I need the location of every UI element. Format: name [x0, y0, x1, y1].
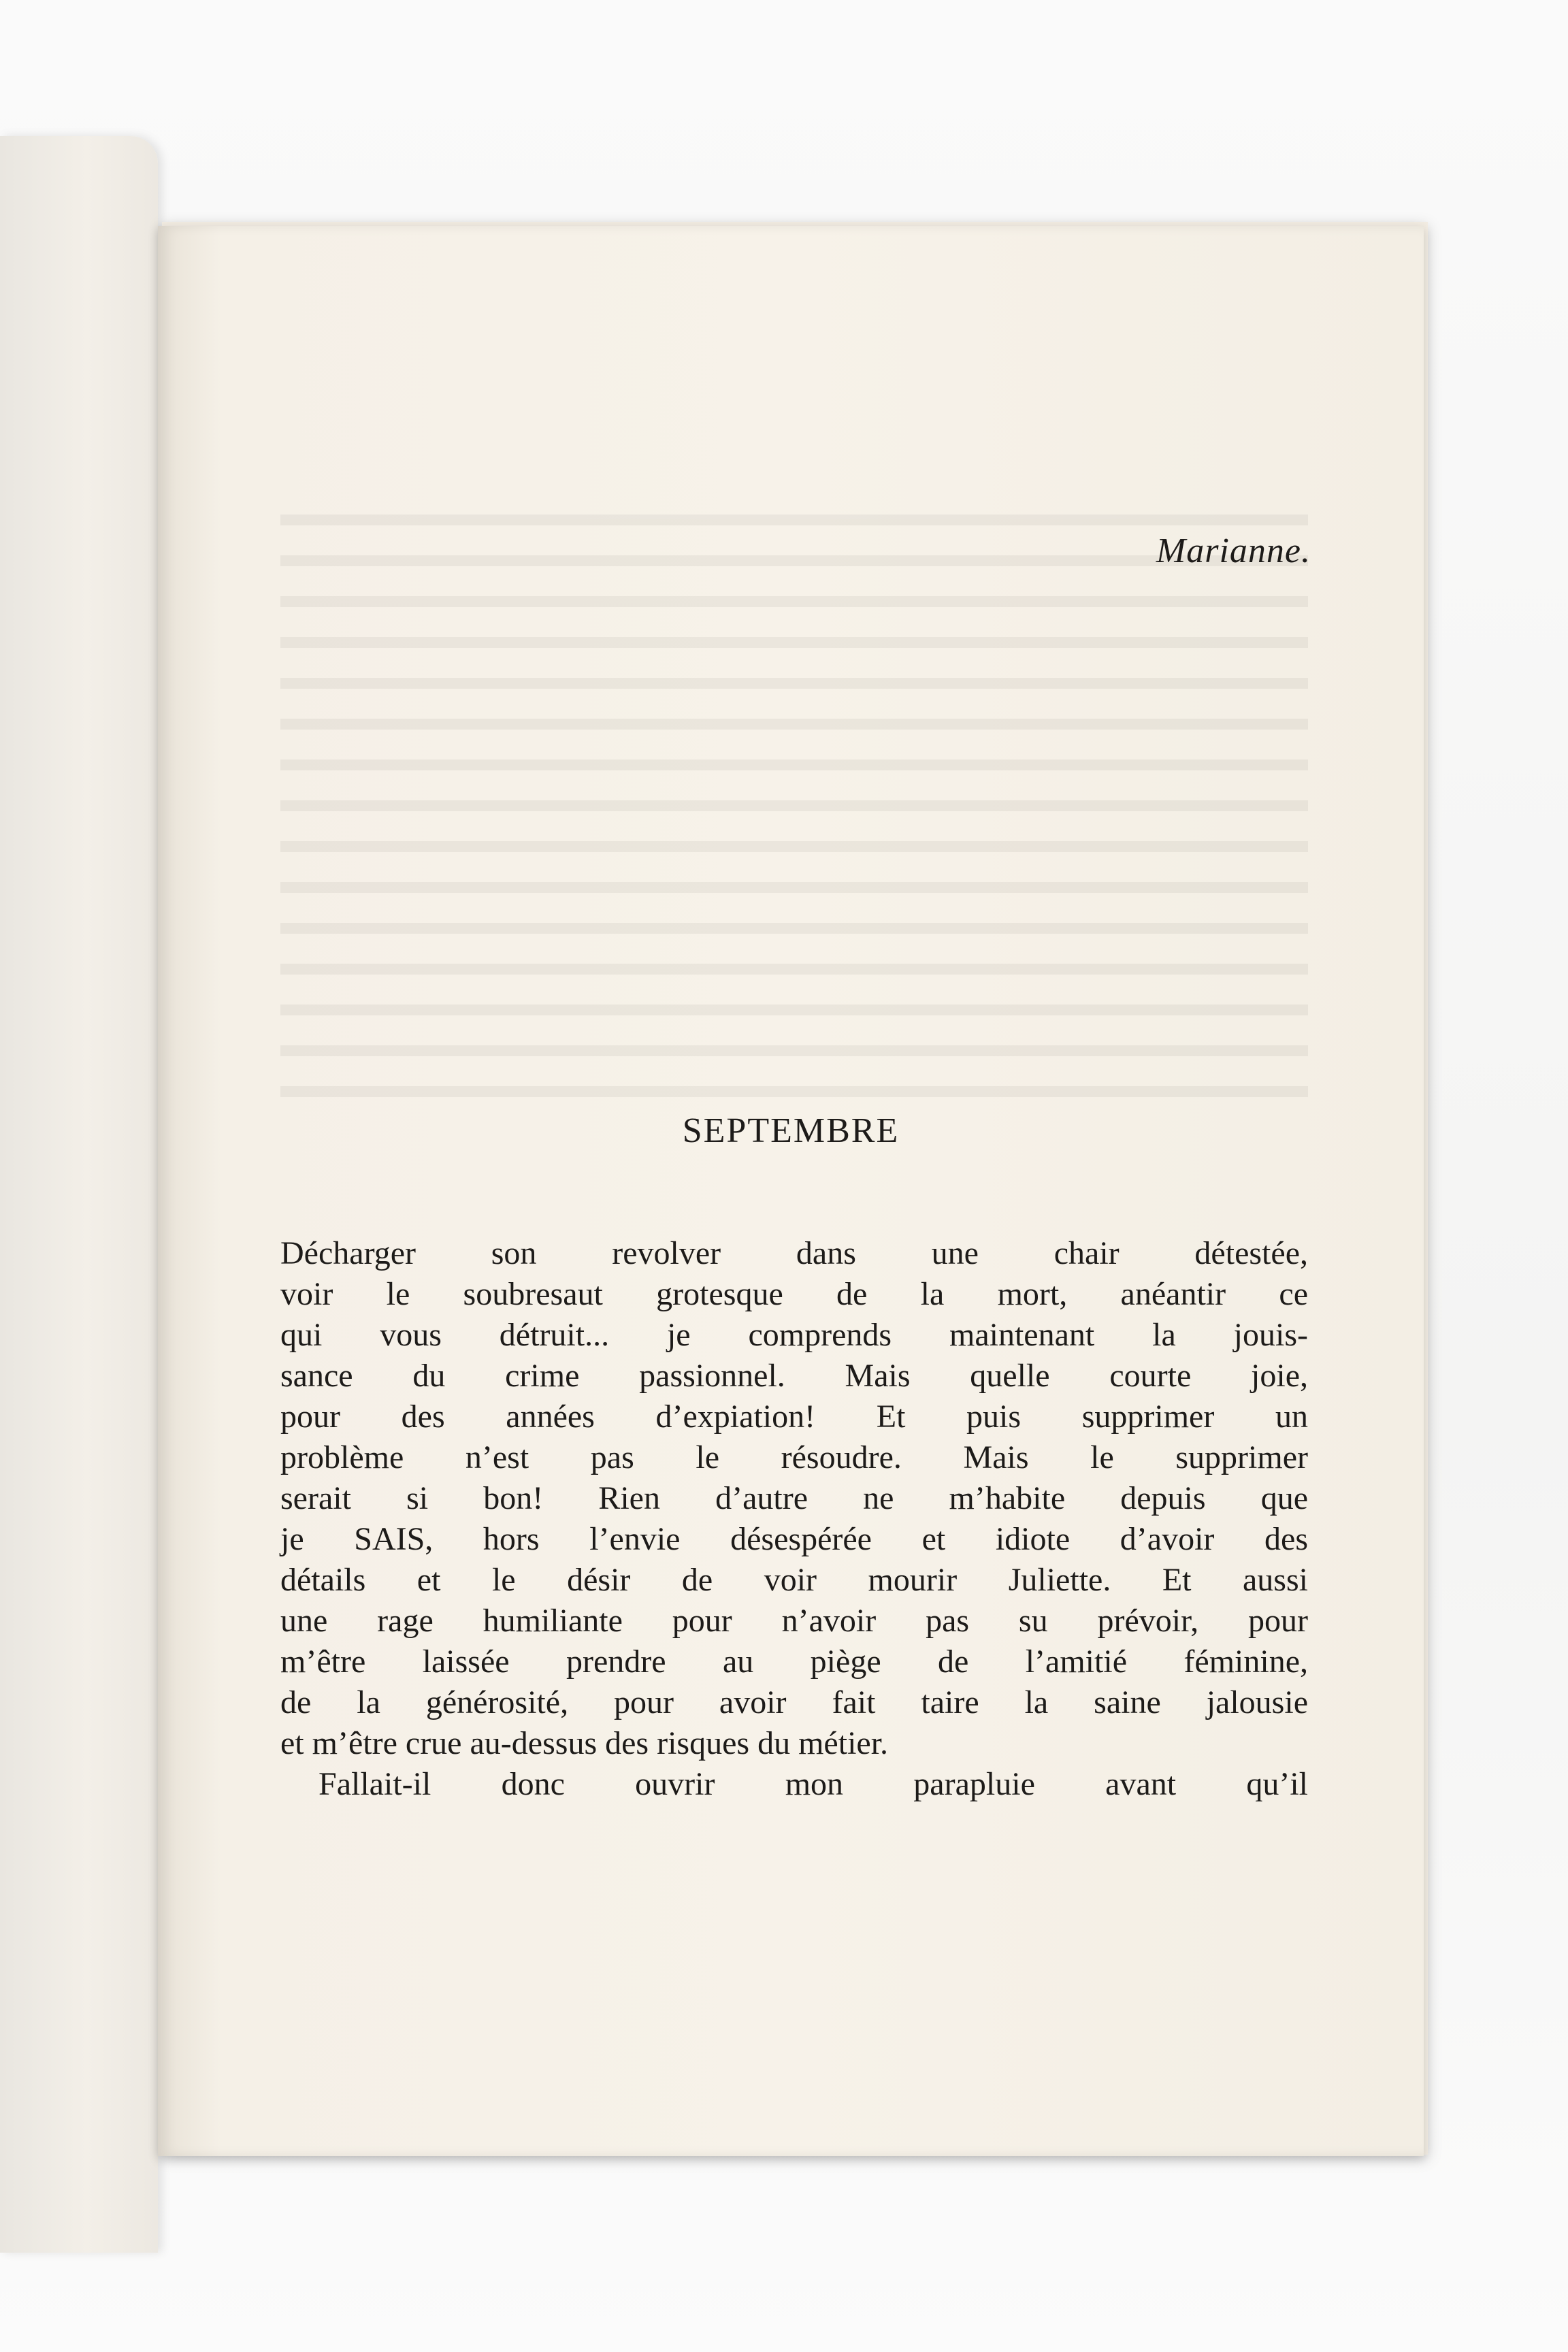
- text-line: et m’être crue au-dessus des risques du métier.: [280, 1725, 889, 1761]
- text-line: m’être laissée prendre au piège de l’amitié féminine,: [280, 1644, 1308, 1680]
- body-paragraph: [280, 1233, 1308, 1805]
- text-line: qui vous détruit... je comprends maintenant la jouis-: [280, 1317, 1308, 1353]
- text-line: Décharger son revolver dans une chair détestée,: [280, 1235, 1308, 1271]
- text-line: pour des années d’expiation! Et puis supprimer un: [280, 1399, 1308, 1435]
- chapter-title: SEPTEMBRE: [682, 1111, 900, 1150]
- text-line: serait si bon! Rien d’autre ne m’habite depuis que: [280, 1480, 1308, 1516]
- reverse-page-showthrough: [280, 485, 1308, 1097]
- text-line: je SAIS, hors l’envie désespérée et idiote d’avoir des: [280, 1521, 1308, 1557]
- text-line: détails et le désir de voir mourir Juliette. Et aussi: [280, 1562, 1308, 1598]
- text-line: sance du crime passionnel. Mais quelle courte joie,: [280, 1358, 1308, 1394]
- text-line: problème n’est pas le résoudre. Mais le supprimer: [280, 1439, 1308, 1475]
- book-page: [158, 226, 1424, 2156]
- text-line: Fallait-il donc ouvrir mon parapluie avant qu’il: [318, 1766, 1308, 1802]
- text-line: voir le soubresaut grotesque de la mort, anéantir ce: [280, 1276, 1308, 1312]
- text-line: une rage humiliante pour n’avoir pas su prévoir, pour: [280, 1603, 1308, 1639]
- text-line: de la générosité, pour avoir fait taire la saine jalousie: [280, 1684, 1308, 1720]
- left-page-edge: [0, 136, 158, 2253]
- signature-marianne: Marianne.: [1156, 532, 1311, 570]
